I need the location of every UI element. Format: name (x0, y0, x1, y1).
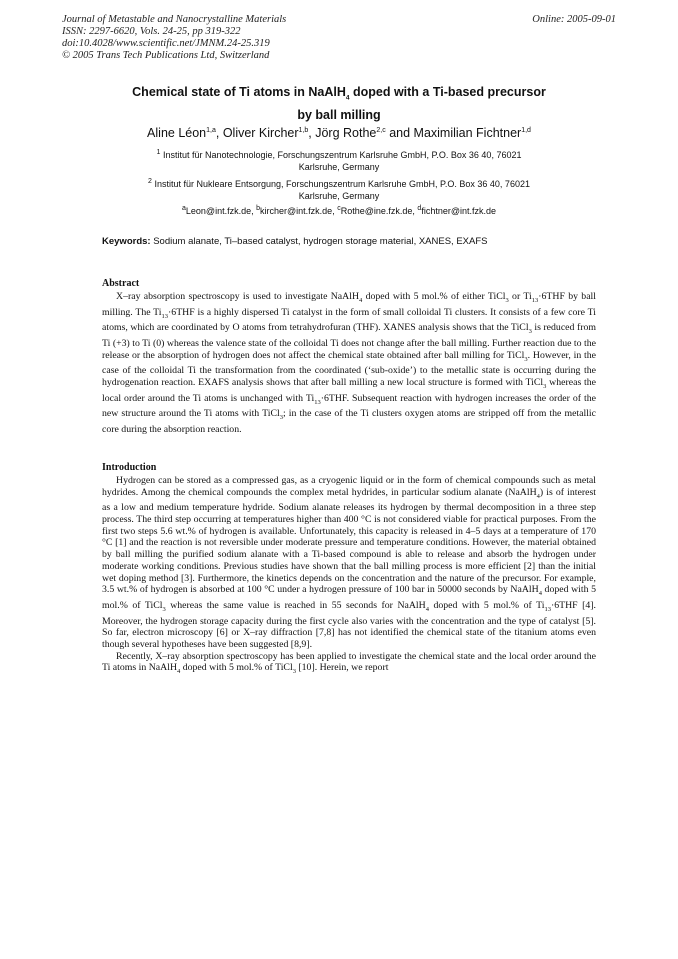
keywords-label: Keywords: (102, 236, 151, 247)
issn-line: ISSN: 2297-6620, Vols. 24-25, pp 319-322 (62, 26, 241, 37)
copyright-line: © 2005 Trans Tech Publications Ltd, Switzerland (62, 50, 270, 61)
email-mark: b (256, 205, 261, 212)
email-mark: d (417, 205, 422, 212)
abstract-heading: Abstract (102, 278, 140, 289)
author-affiliation-mark: 1,b (298, 126, 309, 134)
introduction-heading: Introduction (102, 462, 157, 473)
email-address[interactable]: kircher@int.fzk.de (260, 206, 333, 216)
abstract-section (102, 278, 596, 436)
abstract-text: X–ray absorption spectroscopy is used to investigate NaAlH$_4$ doped with 5 mol.% of either TiCl$_3$ or $Ti_{13}\cdot 6THF$ by ball milling. The $Ti_{13}\cdot 6THF$ is a highly dispersed Ti catalyst in the form of small colloidal Ti clusters. It consists of a few core Ti atoms, which are coordinated by O atoms from tetrahydrofuran (THF). XANES analysis shows that the TiCl$_3$ is reduced from Ti (+3) to Ti (0) whereas the valence state of the colloidal Ti does not change after the ball milling. Further reaction due to the release or the absorption of hydrogen does not affect the chemical state obtained after ball milling for TiCl$_3$. However, in the case of the colloidal Ti the transformation from the coordinated (‘sub-oxide’) to the metallic state is occurring during the hydrogenation reaction. EXAFS analysis shows that after ball milling a new local structure is formed with TiCl$_3$ whereas the local order around the Ti atoms is unchanged with $Ti_{13}\cdot 6THF$. Subsequent reaction with hydrogen increases the order of the new structure around the Ti atoms with TiCl$_3$; in the case of the Ti clusters oxygen atoms are stripped off from the metallic core during the absorption reaction. (102, 291, 597, 435)
online-date: Online: 2005-09-01 (532, 14, 616, 25)
email-mark: a (182, 205, 186, 212)
author-name: Maximilian Fichtner (413, 126, 522, 140)
doi-line: doi:10.4028/www.scientific.net/JMNM.24-25.319 (62, 38, 270, 49)
keywords-text: Sodium alanate, Ti–based catalyst, hydrogen storage material, XANES, EXAFS (150, 236, 488, 247)
author-name: Aline Léon (147, 126, 207, 140)
introduction-paragraph-1: Hydrogen can be stored as a compressed gas, as a cryogenic liquid or in the form of chemical compounds such as metal hydrides. Among the chemical compounds the complex metal hydrides, in particular sodium alanate (NaAlH$_4$) is of interest as a low and medium temperature hydride. Sodium alanate releases its hydrogen by thermal decomposition in a three step process. The third step occurring at temperatures higher than 400 °C is not considered viable for practical purposes. From the first two steps 5.6 wt.% of hydrogen is available. Unfortunately, this capacity is released in 4–5 days at a temperature of 170 °C [1] and the reaction is not reversible under moderate pressure and temperature conditions. However, the material obtained by ball milling the purified sodium alanate with a Ti-based compound is able to release and absorb the hydrogen under moderate working conditions. Previous studies have shown that the ball milling process is more efficient [2] than the initial wet doping method [3]. Furthermore, the kinetics depends on the concentration and the nature of the precursor. For example, 3.5 wt.% of hydrogen is absorbed at 100 °C under a hydrogen pressure of 100 bar in 50000 seconds by NaAlH$_4$ doped with 5 mol.% of TiCl$_3$ whereas the same value is reached in 55 seconds for NaAlH$_4$ doped with 5 mol.% of $Ti_{13}\cdot 6THF$ [4]. Moreover, the hydrogen storage capacity during the first cycle also varies with the concentration and the type of catalyst [5]. So far, electron microscopy [6] or X–ray diffraction [7,8] has not identified the chemical state of the titanium atoms even though several hypotheses have been suggested [8,9]. (102, 475, 596, 650)
affiliation-2: $^2$ Institut für Nukleare Entsorgung, Forschungszentrum Karlsruhe GmbH, P.O. Box 36 40, 76021 Karlsruhe, Germany (148, 178, 530, 201)
affiliation-1: $^1$ Institut für Nanotechnologie, Forschungszentrum Karlsruhe GmbH, P.O. Box 36 40, 76021 Karlsruhe, Germany (156, 149, 522, 172)
introduction-section (102, 462, 596, 678)
introduction-paragraph-2: Recently, X–ray absorption spectroscopy has been applied to investigate the chemical state and the local order around the Ti atoms in NaAlH$_4$ doped with 5 mol.% of TiCl$_3$ [10]. Herein, we report (102, 650, 596, 676)
author-emails: $^a$Leon@int.fzk.de, $^b$kircher@int.fzk.de, $^c$Rothe@ine.fzk.de, $^d$fichtner@int.fzk.de (182, 205, 496, 216)
paper-title: Chemical state of Ti atoms in NaAlH$_4$ doped with a Ti-based precursor by ball milling (132, 85, 546, 122)
author-list: Aline Léon$^{1,a}$, Oliver Kircher$^{1,b}$, Jörg Rothe$^{2,c}$ and Maximilian Fichtner$^{1,d}$ (147, 126, 531, 140)
author-name: Oliver Kircher (222, 126, 299, 140)
email-address[interactable]: fichtner@int.fzk.de (421, 206, 496, 216)
email-address[interactable]: Rothe@ine.fzk.de (340, 206, 413, 216)
email-mark: c (337, 205, 341, 212)
journal-name: Journal of Metastable and Nanocrystalline Materials (62, 14, 287, 25)
journal-header (62, 14, 616, 62)
email-address[interactable]: Leon@int.fzk.de (185, 206, 252, 216)
author-name: Jörg Rothe (315, 126, 377, 140)
author-affiliation-mark: 1,a (206, 126, 216, 134)
author-affiliation-mark: 2,c (376, 126, 386, 134)
keywords (102, 236, 608, 247)
author-affiliation-mark: 1,d (521, 126, 531, 134)
